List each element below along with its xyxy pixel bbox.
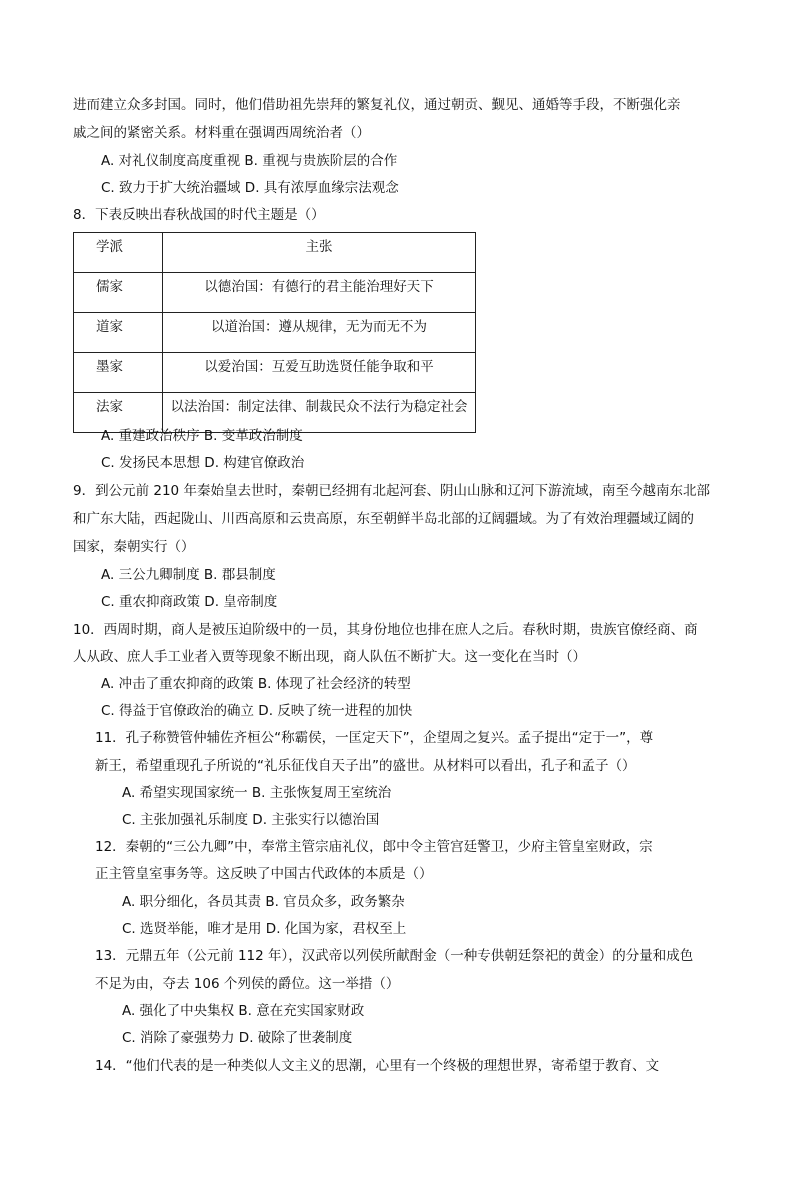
q13-stem-line-2: 不足为由，夺去 106 个列侯的爵位。这一举措（） xyxy=(95,976,400,992)
q7-options-cd: C. 致力于扩大统治疆域 D. 具有浓厚血缘宗法观念 xyxy=(101,180,399,196)
q11-stem-line-1: 11．孔子称赞管仲辅佐齐桓公“称霸侯，一匡定天下”，企望周之复兴。孟子提出“定于一”，尊 xyxy=(95,730,654,746)
table-cell-claim: 以爱治国：互爱互助选贤任能争取和平 xyxy=(163,353,476,393)
q10-options-cd: C. 得益于官僚政治的确立 D. 反映了统一进程的加快 xyxy=(101,703,413,719)
q12-stem-line-1: 12．秦朝的“三公九卿”中，奉常主管宗庙礼仪，郎中令主管宫廷警卫，少府主管皇室财政，宗 xyxy=(95,839,653,855)
school-of-thought-table xyxy=(73,232,476,433)
q12-stem-line-2: 正主管皇室事务等。这反映了中国古代政体的本质是（） xyxy=(95,866,433,882)
q14-stem-line-1: 14．“他们代表的是一种类似人文主义的思潮，心里有一个终极的理想世界，寄希望于教育、文 xyxy=(95,1058,660,1074)
table-row xyxy=(74,313,476,353)
q7-options-ab: A. 对礼仪制度高度重视 B. 重视与贵族阶层的合作 xyxy=(101,153,398,169)
q8-stem: 8．下表反映出春秋战国的时代主题是（） xyxy=(73,207,325,223)
table-header-claim: 主张 xyxy=(163,233,476,273)
q13-options-ab: A. 强化了中央集权 B. 意在充实国家财政 xyxy=(122,1003,365,1019)
table-header-row xyxy=(74,233,476,273)
table-row xyxy=(74,273,476,313)
table-cell-school: 法家 xyxy=(74,393,163,433)
q8-options-ab: A. 重建政治秩序 B. 变革政治制度 xyxy=(101,428,303,444)
table-header-school: 学派 xyxy=(74,233,163,273)
q7-stem-line-2: 戚之间的紧密关系。材料重在强调西周统治者（） xyxy=(73,125,370,141)
table-cell-claim: 以法治国：制定法律、制裁民众不法行为稳定社会 xyxy=(163,393,476,433)
q7-stem-line-1: 进而建立众多封国。同时，他们借助祖先崇拜的繁复礼仪，通过朝贡、觐见、通婚等手段，不断强化亲 xyxy=(73,97,681,113)
q10-stem-line-1: 10．西周时期，商人是被压迫阶级中的一员，其身份地位也排在庶人之后。春秋时期，贵族官僚经商、商 xyxy=(73,622,698,638)
q10-stem-line-2: 人从政、庶人手工业者入贾等现象不断出现，商人队伍不断扩大。这一变化在当时（） xyxy=(73,649,586,665)
table-cell-school: 道家 xyxy=(74,313,163,353)
table-row xyxy=(74,353,476,393)
q9-stem-line-2: 和广东大陆，西起陇山、川西高原和云贵高原，东至朝鲜半岛北部的辽阔疆域。为了有效治理疆域辽阔的 xyxy=(73,511,694,527)
q9-stem-line-3: 国家，秦朝实行（） xyxy=(73,539,195,555)
q11-options-ab: A. 希望实现国家统一 B. 主张恢复周王室统治 xyxy=(122,785,392,801)
q9-options-cd: C. 重农抑商政策 D. 皇帝制度 xyxy=(101,594,278,610)
q13-stem-line-1: 13．元鼎五年（公元前 112 年），汉武帝以列侯所献酎金（一种专供朝廷祭祀的黄金）的分量和成色 xyxy=(95,948,694,964)
q9-stem-line-1: 9．到公元前 210 年秦始皇去世时，秦朝已经拥有北起河套、阴山山脉和辽河下游流域，南至今越南东北部 xyxy=(73,483,710,499)
table-cell-school: 儒家 xyxy=(74,273,163,313)
q11-options-cd: C. 主张加强礼乐制度 D. 主张实行以德治国 xyxy=(122,812,380,828)
q12-options-cd: C. 选贤举能，唯才是用 D. 化国为家，君权至上 xyxy=(122,921,407,937)
table-cell-claim: 以道治国：遵从规律，无为而无不为 xyxy=(163,313,476,353)
q9-options-ab: A. 三公九卿制度 B. 郡县制度 xyxy=(101,567,276,583)
q11-stem-line-2: 新王，希望重现孔子所说的“礼乐征伐自天子出”的盛世。从材料可以看出，孔子和孟子（） xyxy=(95,758,636,774)
q12-options-ab: A. 职分细化，各员其责 B. 官员众多，政务繁杂 xyxy=(122,894,405,910)
q10-options-ab: A. 冲击了重农抑商的政策 B. 体现了社会经济的转型 xyxy=(101,676,411,692)
table-cell-school: 墨家 xyxy=(74,353,163,393)
table-cell-claim: 以德治国：有德行的君主能治理好天下 xyxy=(163,273,476,313)
q13-options-cd: C. 消除了豪强势力 D. 破除了世袭制度 xyxy=(122,1030,353,1046)
q8-options-cd: C. 发扬民本思想 D. 构建官僚政治 xyxy=(101,455,305,471)
